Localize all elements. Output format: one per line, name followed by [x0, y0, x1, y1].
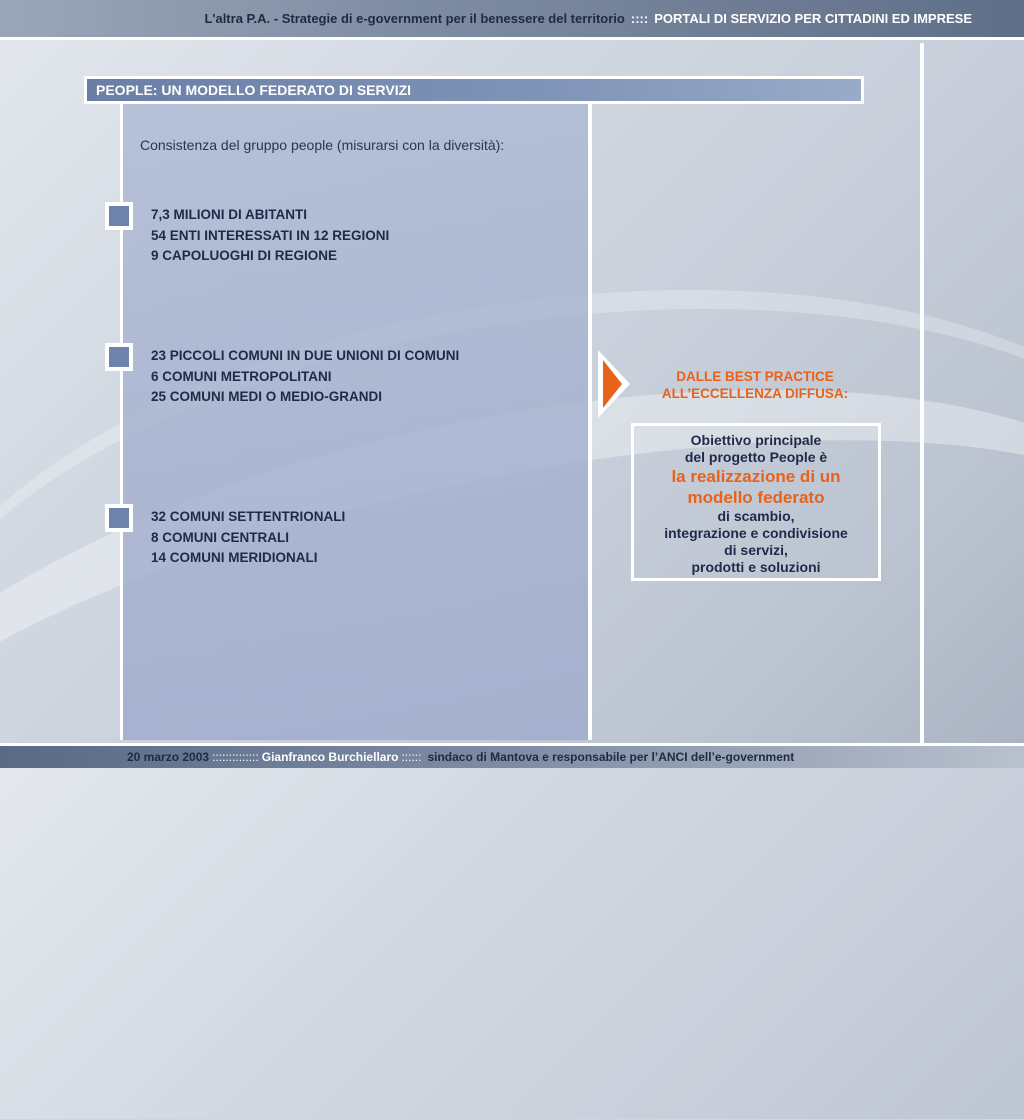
stat-group-3: [151, 507, 345, 569]
square-bullet-icon: [105, 504, 133, 532]
frame-border: [920, 43, 924, 743]
objective-highlight: la realizzazione di un: [671, 467, 841, 486]
stat-line: 8 COMUNI CENTRALI: [151, 529, 289, 545]
header-separator: ::::: [630, 11, 649, 26]
header-right-text: PORTALI DI SERVIZIO PER CITTADINI ED IMPRESE: [654, 11, 972, 26]
objective-line: integrazione e condivisione: [664, 525, 848, 541]
stat-line: 54 ENTI INTERESSATI IN 12 REGIONI: [151, 227, 390, 243]
left-panel: [120, 104, 591, 740]
square-bullet-icon: [105, 202, 133, 230]
stat-group-2: [151, 346, 459, 408]
stat-line: 6 COMUNI METROPOLITANI: [151, 368, 332, 384]
footer-separator: ::::::::::::::: [212, 750, 259, 764]
stat-line: 9 CAPOLUOGHI DI REGIONE: [151, 248, 338, 263]
footer-role: sindaco di Mantova e responsabile per l’ANCI dell’e-government: [427, 750, 795, 764]
best-practice-line: ALL’ECCELLENZA DIFFUSA:: [661, 386, 849, 401]
slide-title: PEOPLE: UN MODELLO FEDERATO DI SERVIZI: [87, 79, 861, 101]
objective-line: di servizi,: [724, 542, 788, 558]
objective-line: di scambio,: [717, 508, 795, 524]
objective-line: del progetto People è: [684, 449, 828, 465]
stat-line: 14 COMUNI MERIDIONALI: [151, 550, 318, 565]
stat-group-1: [151, 205, 389, 267]
slide-title-bar: [84, 76, 864, 104]
intro-text: Consistenza del gruppo people (misurarsi con la diversità):: [140, 137, 505, 153]
slide-header: [0, 0, 1024, 40]
footer-separator: ::::::: [401, 750, 422, 764]
objective-line: prodotti e soluzioni: [691, 559, 821, 575]
objective-highlight: modello federato: [687, 488, 825, 507]
objective-box: [631, 423, 881, 581]
panel-divider: [588, 104, 592, 740]
square-bullet-icon: [105, 343, 133, 371]
best-practice-line: DALLE BEST PRACTICE: [676, 369, 834, 384]
stat-line: 23 PICCOLI COMUNI IN DUE UNIONI DI COMUNI: [151, 348, 460, 363]
footer-date: 20 marzo 2003: [127, 750, 210, 764]
stat-line: 25 COMUNI MEDI O MEDIO-GRANDI: [151, 389, 383, 404]
stat-line: 7,3 MILIONI DI ABITANTI: [151, 207, 308, 222]
best-practice-heading: [640, 368, 870, 402]
arrow-right-icon: [596, 348, 632, 420]
footer-author: Gianfranco Burchiellaro: [261, 750, 399, 764]
slide-footer: [0, 743, 1024, 768]
objective-line: Obiettivo principale: [690, 432, 822, 448]
header-left-text: L'altra P.A. - Strategie di e-government per il benessere del territorio: [204, 11, 625, 26]
stat-line: 32 COMUNI SETTENTRIONALI: [151, 509, 346, 524]
